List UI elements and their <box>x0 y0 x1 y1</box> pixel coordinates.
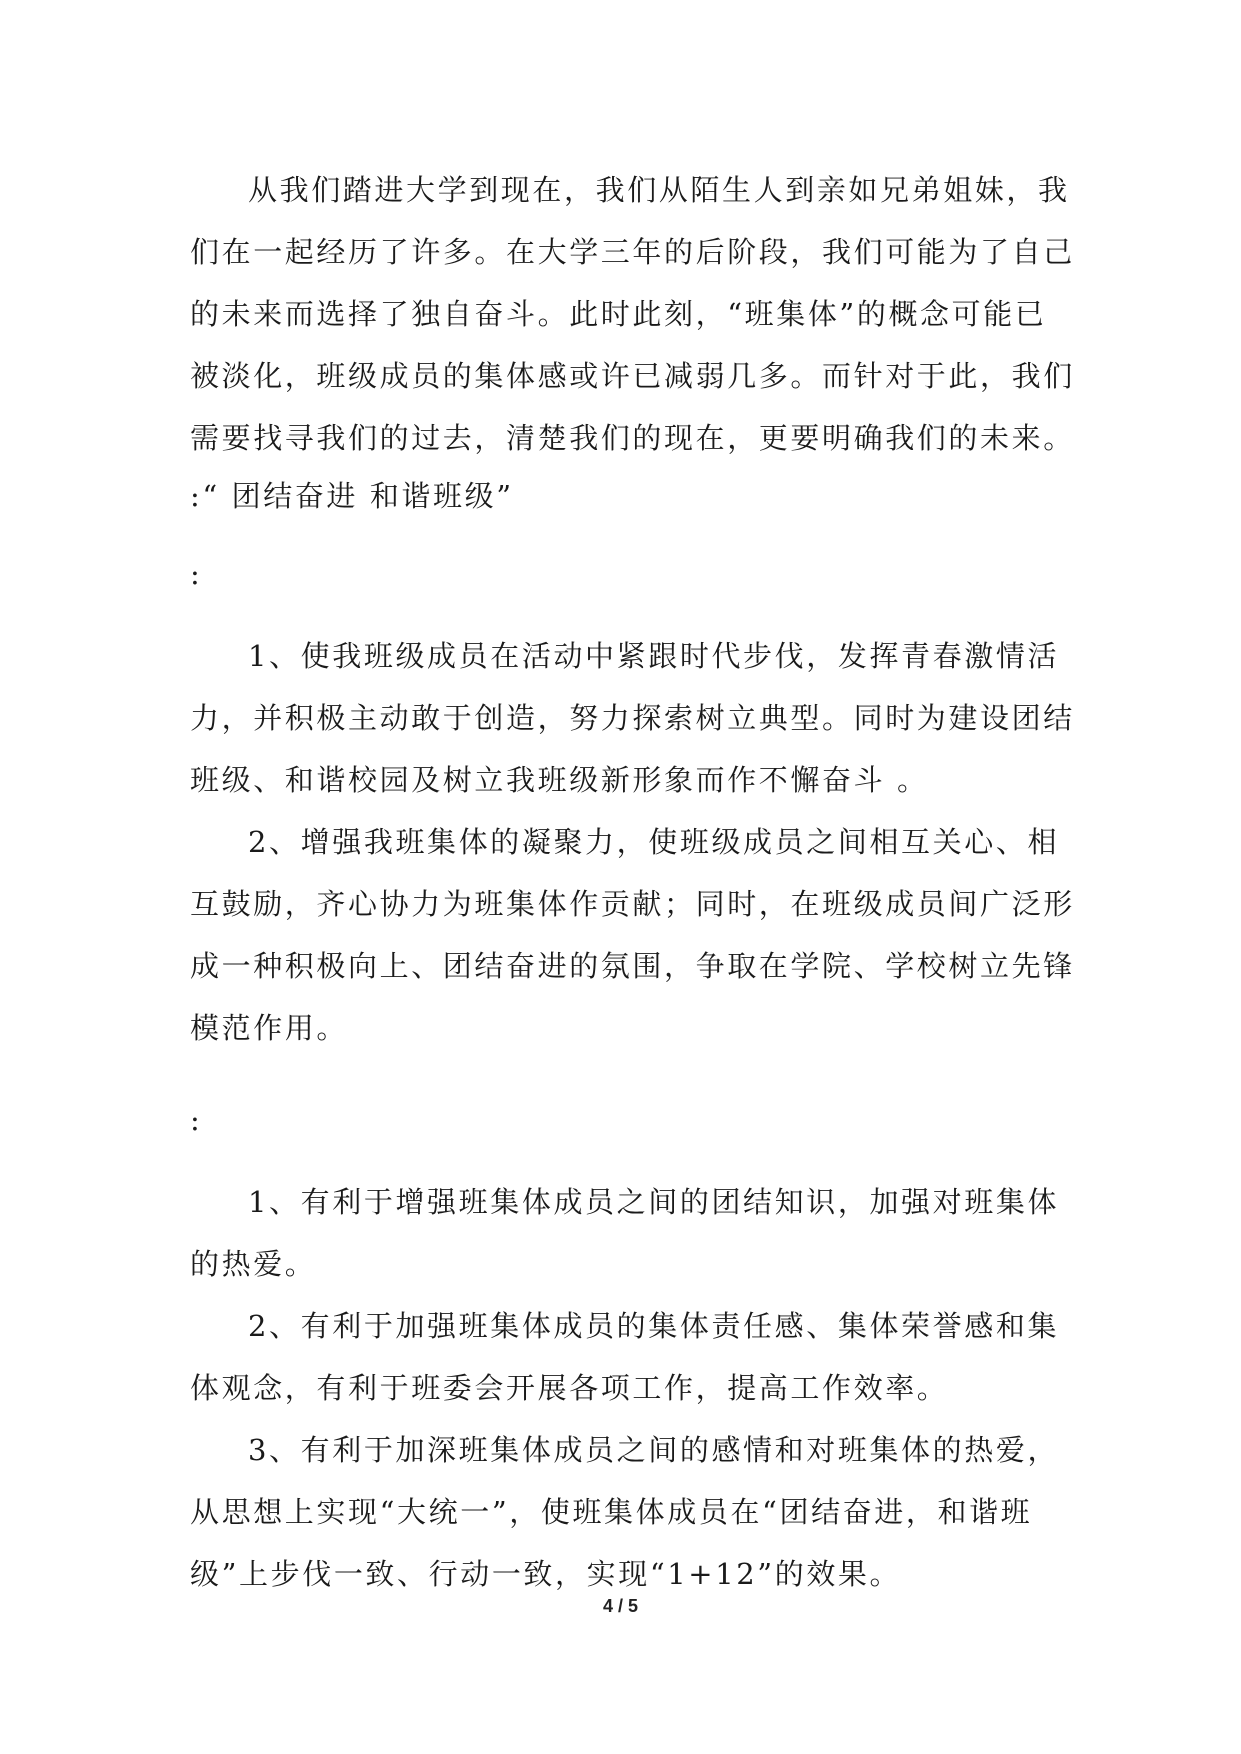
text-line: 从我们踏进大学到现在，我们从陌生人到亲如兄弟姐妹，我 <box>248 173 1070 207</box>
text-line: 们在一起经历了许多。在大学三年的后阶段，我们可能为了自己 <box>190 235 1075 269</box>
theme-line: :“ 团结奋进 和谐班级” <box>190 479 514 513</box>
text-line: 体观念，有利于班委会开展各项工作，提高工作效率。 <box>190 1371 949 1405</box>
paragraph-intro <box>190 159 1075 469</box>
text-line: 班级、和谐校园及树立我班级新形象而作不懈奋斗 。 <box>190 763 929 797</box>
text-line: 的热爱。 <box>190 1247 317 1281</box>
text-line: 模范作用。 <box>190 1011 349 1045</box>
text-line: 3、有利于加深班集体成员之间的感情和对班集体的热爱， <box>248 1433 1060 1467</box>
text-line: 需要找寻我们的过去，清楚我们的现在，更要明确我们的未来。 <box>190 421 1075 455</box>
section-heading: : <box>190 1103 203 1137</box>
purpose-item-1 <box>190 625 1075 811</box>
text-line: 从思想上实现“大统一”，使班集体成员在“团结奋进，和谐班 <box>190 1495 1033 1529</box>
text-line: 级”上步伐一致、行动一致，实现“1+12”的效果。 <box>190 1557 902 1591</box>
text-line: 1、有利于增强班集体成员之间的团结知识，加强对班集体 <box>248 1185 1060 1219</box>
section-heading: : <box>190 557 203 591</box>
text-line: 被淡化，班级成员的集体感或许已减弱几多。而针对于此，我们 <box>190 359 1075 393</box>
significance-item-2 <box>190 1295 1060 1419</box>
purpose-item-2 <box>190 811 1075 1059</box>
document-body <box>190 159 1075 1605</box>
significance-item-3 <box>190 1419 1060 1605</box>
text-line: 2、增强我班集体的凝聚力，使班级成员之间相互关心、相 <box>248 825 1060 859</box>
text-line: 成一种积极向上、团结奋进的氛围，争取在学院、学校树立先锋 <box>190 949 1075 983</box>
text-line: 1、使我班级成员在活动中紧跟时代步伐，发挥青春激情活 <box>248 639 1060 673</box>
text-line: 的未来而选择了独自奋斗。此时此刻，“班集体”的概念可能已 <box>190 297 1047 331</box>
significance-item-1 <box>190 1171 1060 1295</box>
text-line: 互鼓励，齐心协力为班集体作贡献；同时，在班级成员间广泛形 <box>190 887 1075 921</box>
text-line: 2、有利于加强班集体成员的集体责任感、集体荣誉感和集 <box>248 1309 1060 1343</box>
page-number: 4 / 5 <box>602 1596 639 1616</box>
text-line: 力，并积极主动敢于创造，努力探索树立典型。同时为建设团结 <box>190 701 1075 735</box>
